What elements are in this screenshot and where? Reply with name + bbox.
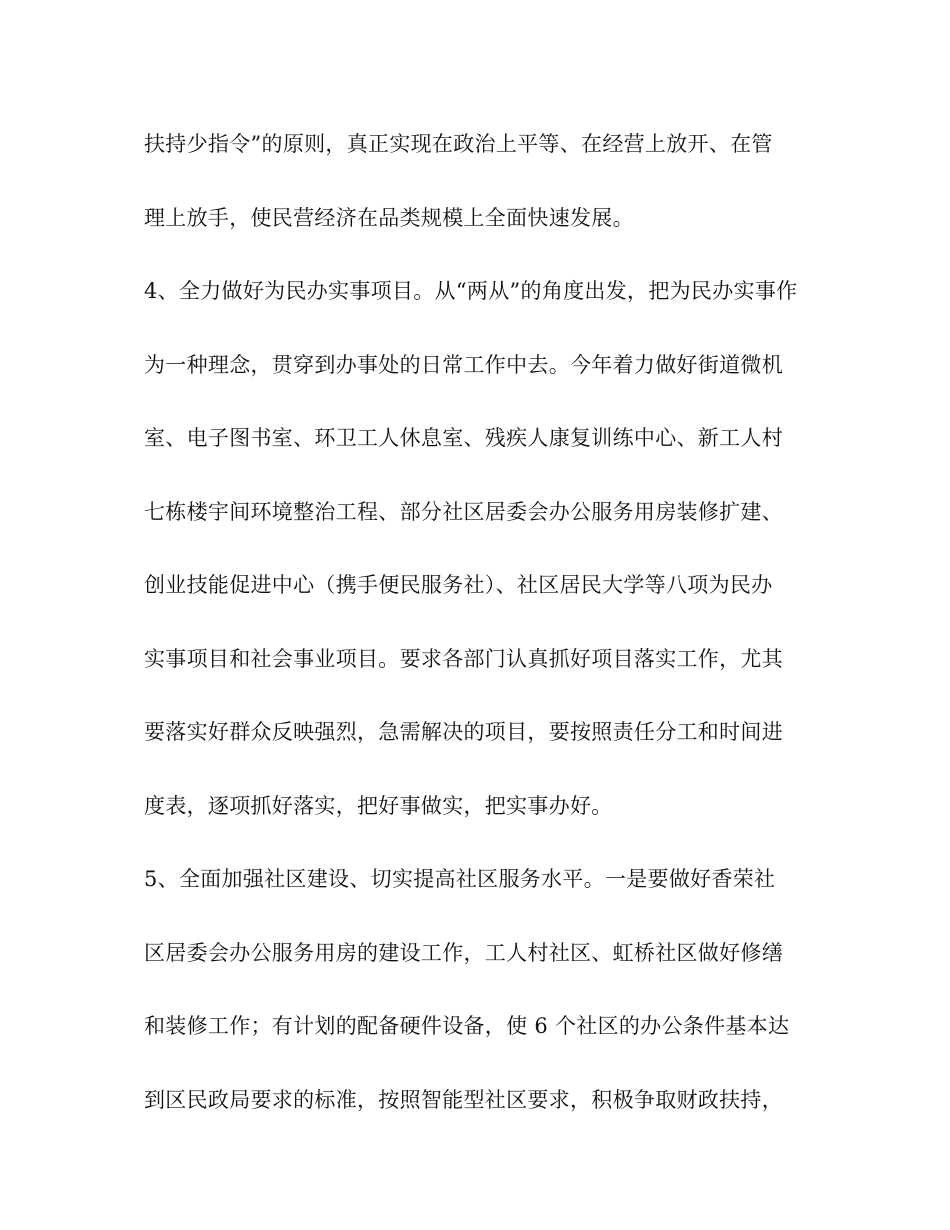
- text-line: 区居委会办公服务用房的建设工作，工人村社区、虹桥社区做好修缮: [144, 940, 783, 965]
- text-line: 和装修工作；有计划的配备硬件设备，使 6 个社区的办公条件基本达: [144, 1014, 790, 1038]
- text-line: 要落实好群众反映强烈，急需解决的项目，要按照责任分工和时间进: [144, 720, 783, 744]
- text-line: 度表，逐项抓好落实，把好事做实，把实事办好。: [144, 793, 613, 818]
- text-line: 5、全面加强社区建设、切实提高社区服务水平。一是要做好香荣社: [144, 867, 776, 891]
- text-line: 理上放手，使民营经济在品类规模上全面快速发展。: [144, 205, 634, 230]
- text-line: 实事项目和社会事业项目。要求各部门认真抓好项目落实工作，尤其: [144, 646, 783, 671]
- text-line: 4、全力做好为民办实事项目。从“两从”的角度出发，把为民办实事作: [144, 279, 798, 303]
- text-line: 扶持少指令”的原则，真正实现在政治上平等、在经营上放开、在管: [144, 132, 773, 156]
- text-line: 创业技能促进中心（携手便民服务社）、社区居民大学等八项为民办: [144, 573, 773, 597]
- text-line: 七栋楼宇间环境整治工程、部分社区居委会办公服务用房装修扩建、: [144, 499, 783, 524]
- text-line: 室、电子图书室、环卫工人休息室、残疾人康复训练中心、新工人村: [144, 426, 783, 450]
- text-line: 到区民政局要求的标准，按照智能型社区要求，积极争取财政扶持，: [144, 1087, 783, 1112]
- body-text: [144, 118, 824, 1147]
- text-line: 为一种理念，贯穿到办事处的日常工作中去。今年着力做好街道微机: [144, 352, 783, 377]
